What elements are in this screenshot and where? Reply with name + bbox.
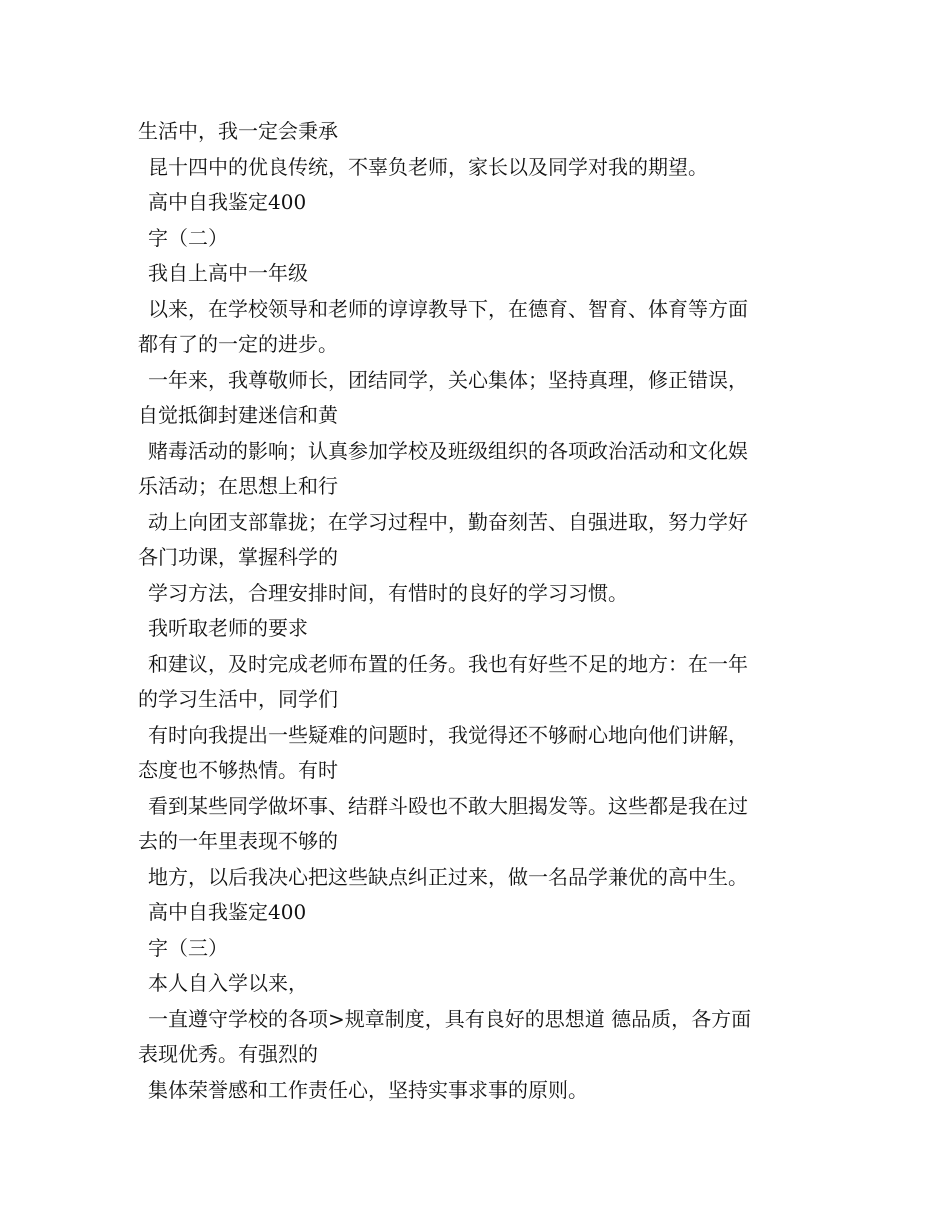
text-line: 学习方法，合理安排时间，有惜时的良好的学习习惯。 xyxy=(148,580,628,605)
text-line: 生活中，我一定会秉承 xyxy=(138,119,338,143)
text-line: 本人自入学以来， xyxy=(148,971,308,995)
text-line: 表现优秀。有强烈的 xyxy=(138,1042,318,1066)
text-line: 的学习生活中，同学们 xyxy=(138,687,338,711)
text-line: 有时向我提出一些疑难的问题时，我觉得还不够耐心地向他们讲解， xyxy=(148,722,748,747)
section-heading-line: 高中自我鉴定400 xyxy=(148,190,307,214)
text-line: 各门功课，掌握科学的 xyxy=(138,545,338,569)
text-line: 看到某些同学做坏事、结群斗殴也不敢大胆揭发等。这些都是我在过 xyxy=(148,793,748,818)
text-line: 集体荣誉感和工作责任心，坚持实事求事的原则。 xyxy=(148,1077,588,1102)
text-line: 昆十四中的优良传统，不辜负老师，家长以及同学对我的期望。 xyxy=(148,154,708,179)
text-line: 地方，以后我决心把这些缺点纠正过来，做一名品学兼优的高中生。 xyxy=(148,864,748,889)
text-line: 赌毒活动的影响；认真参加学校及班级组织的各项政治活动和文化娱 xyxy=(148,438,748,463)
text-line: 自觉抵御封建迷信和黄 xyxy=(138,403,338,427)
text-line: 一直遵守学校的各项>规章制度，具有良好的思想道 德品质，各方面 xyxy=(148,1006,752,1031)
section-heading-line: 高中自我鉴定400 xyxy=(148,900,307,924)
text-line: 我自上高中一年级 xyxy=(148,261,308,285)
text-line: 态度也不够热情。有时 xyxy=(138,758,338,782)
text-line: 乐活动；在思想上和行 xyxy=(138,474,338,498)
text-line: 和建议，及时完成老师布置的任务。我也有好些不足的地方：在一年 xyxy=(148,651,748,676)
text-line: 以来，在学校领导和老师的谆谆教导下，在德育、智育、体育等方面 xyxy=(148,296,748,321)
text-line: 一年来，我尊敬师长，团结同学，关心集体；坚持真理，修正错误， xyxy=(148,367,748,392)
section-heading-line: 字（二） xyxy=(148,225,228,250)
document-body xyxy=(138,114,828,1108)
text-line: 动上向团支部靠拢；在学习过程中，勤奋刻苦、自强进取，努力学好 xyxy=(148,509,748,534)
section-heading-line: 字（三） xyxy=(148,935,228,960)
text-line: 我听取老师的要求 xyxy=(148,616,308,640)
text-line: 去的一年里表现不够的 xyxy=(138,829,338,853)
text-line: 都有了的一定的进步。 xyxy=(138,332,338,356)
